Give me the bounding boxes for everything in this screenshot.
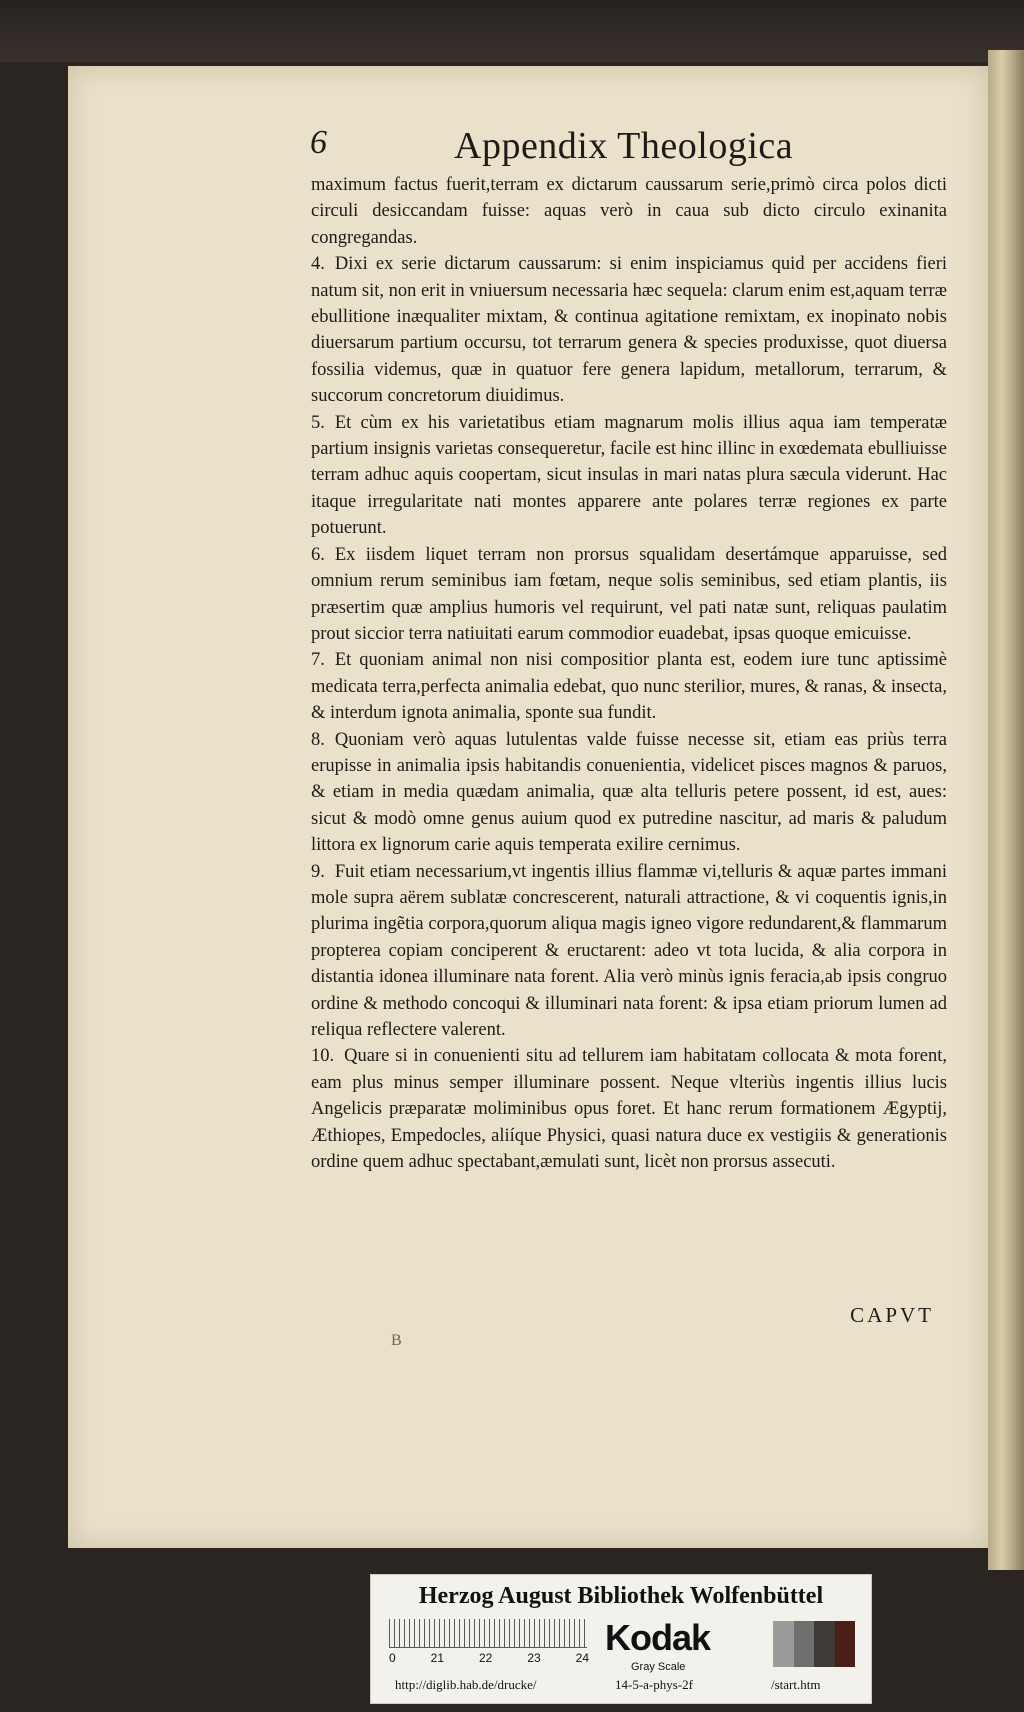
paragraph-text: Et cùm ex his varietatibus etiam magnarum molis illius aqua iam temperatæ partium insignis varietas consequeretur, facile est hinc illinc in exœdemata ebulliuisse terram adhuc aquis coopertam, sicut insulas in mari natas plura sæcula viderunt. Hac itaque irregularitate nati montes apparere ante polares terræ regiones ex parte potuerunt. [311,412,947,539]
ruler-number: 21 [430,1651,445,1665]
scale-ruler [389,1619,587,1648]
running-title: Appendix Theologica [454,125,794,167]
paragraph [311,1043,947,1175]
gray-patch [835,1621,856,1667]
paragraph-text: Quare si in conuenienti situ ad tellurem iam habitatam collocata & mota forent, eam plus minus semper illuminare possent. Neque vlteriùs ingentis illius lucis Angelicis præparatæ moliminibus opus foret. Et hanc rerum formationem Ægyptij, Æthiopes, Empedocles, aliíque Physici, quasi natura duce ex vestigiis & generationis ordine quem adhuc spectabant,æmulati sunt, licèt non prorsus assecuti. [311,1046,947,1173]
paragraph-text: Ex iisdem liquet terram non prorsus squalidam desertámque apparuisse, sed omnium rerum seminibus iam fœtam, neque solis seminibus, sed etiam plantis, iis præsertim quæ amplius humoris vel requirunt, vel pati natæ sunt, reliquas paulatim prout siccior terra natiuitati earum commodior euadebat, ipsas quoque emicuisse. [311,544,947,644]
label-footer [371,1677,871,1697]
library-name: Herzog August Bibliothek Wolfenbüttel [418,1583,824,1609]
paragraph-text: Dixi ex serie dictarum caussarum: si enim inspiciamus quid per accidens fieri natum sit, non erit in vniuersum necessaria hæc sequela: clarum enim est,aquam terræ ebullitione inæqualiter mixtam, & continua agitatione remixtam, ex inopinato nobis diuersarum partium occursu, tot terrarum genera & species produxisse, quot diuersa fossilia videmus, quæ in quatuor fere genera lapidum, metallorum, terrarum, & succorum concretorum diuidimus. [311,254,948,407]
label-start: /start.htm [771,1677,821,1692]
paragraph [311,172,947,251]
book-page [68,66,988,1548]
ruler-numbers [389,1651,589,1665]
paragraph [311,410,947,542]
gray-patch [794,1621,815,1667]
kodak-logo: Kodak [605,1617,711,1658]
gray-patch [773,1621,794,1667]
paragraph [311,542,947,648]
ruler-number: 22 [478,1651,493,1665]
ruler-number: 23 [527,1651,541,1665]
paragraph [311,251,947,409]
paragraph [311,859,947,1044]
catchword: CAPVT [850,1303,934,1327]
ruler-number: 24 [575,1651,589,1665]
gray-scale-label: Gray Scale [631,1661,686,1673]
library-label [370,1574,872,1704]
paragraph-text: maximum factus fuerit,terram ex dictarum caussarum serie,primò circa polos dicti circuli desiccandam fuisse: aquas verò in caua sub dicto circulo exinanita congregandas. [311,175,947,248]
signature-mark: B [391,1332,402,1349]
paragraph-number: 9. [311,861,325,882]
paragraph-number: 10. [311,1046,335,1067]
paragraph-text: Quoniam verò aquas lutulentas valde fuisse necesse sit, etiam eas priùs terra erupisse in animalia ipsis habitandis conuenientia, videlicet pisces magnos & paruos, & etiam in media quædam animalia, quæ alta telluris petere possent, id est, aues: sicut & modò omne genus auium quod ex putredine nascitur, ad maris & paludum littora ex lignorum carie aquis temperata exilire cernimus. [311,729,947,856]
paragraph-number: 6. [311,544,325,565]
page-number: 6 [310,124,327,161]
paragraph-number: 7. [311,650,325,671]
paragraph-number: 4. [311,254,325,275]
ruler-number: 0 [389,1651,396,1665]
paragraph [311,727,947,859]
paragraph [311,647,947,726]
body-text [311,172,947,1175]
paragraph-number: 8. [311,729,325,750]
paragraph-text: Fuit etiam necessarium,vt ingentis illius flammæ vi,telluris & aquæ partes immani mole supra aërem sublatæ concrescerent, naturali attractione, & vi coquentis ignis,in plurima ingẽtia corpora,quorum aliqua magis igneo vigore redundarent,& flammarum propterea copiam conciperent & eructarent: adeo vt tota lucida, & alia corpora in distantia idonea illuminare nata forent. Alia verò minùs ignis feracia,ab ipsis congruo ordine & methodo concoqui & illuminari nata forent: & ipsa etiam priorum lumen ad reliqua reflectere valerent. [311,861,947,1040]
adjacent-page-edge [988,50,1024,1570]
paragraph-text: Et quoniam animal non nisi compositior planta est, eodem iure tunc aptissimè medicata terra,perfecta animalia edebat, quo nunc sterilior, mures, & ranas, & insecta, & interdum ignota animalia, sponte sua fundit. [311,650,947,724]
gray-patch [814,1621,835,1667]
scan-background [0,0,1024,62]
label-url: http://diglib.hab.de/drucke/ [395,1677,537,1692]
label-shelfmark: 14-5-a-phys-2f [615,1677,693,1692]
paragraph-number: 5. [311,412,325,433]
gray-scale-patches [773,1621,855,1667]
